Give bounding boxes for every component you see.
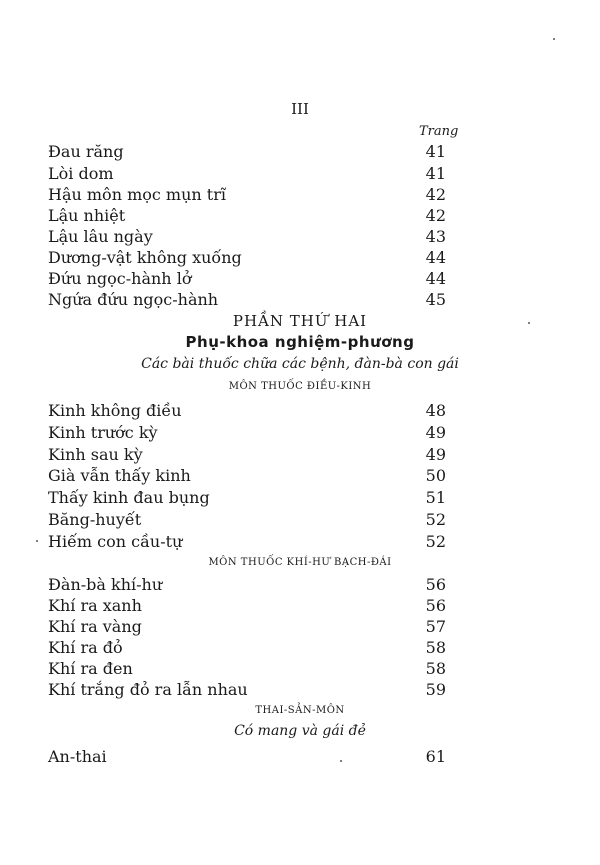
toc-entry-title: Hiếm con cầu-tự [48,532,183,551]
toc-entry-title: Khí ra đen [48,659,133,678]
toc-entry-page: 56 [425,575,446,594]
part-heading: PHẦN THỨ HAI [232,312,368,330]
toc-entry-page: 49 [425,423,446,442]
toc-entry-page: 41 [425,142,446,161]
toc-entry-title: Thấy kinh đau bụng [48,488,210,507]
toc-entry-title: Khí ra vàng [48,617,142,636]
column-label-page: Trang [419,124,459,139]
toc-entry-page: 42 [425,206,446,225]
part-title: Phụ-khoa nghiệm-phương [185,333,415,351]
toc-entry-title: Kinh trước kỳ [48,423,158,442]
toc-entry-title: Dương-vật không xuống [48,248,242,267]
toc-entry-title: Khí trắng đỏ ra lẫn nhau [48,680,248,699]
ink-speck [553,38,555,40]
toc-entry-title: An-thai [48,747,107,766]
ink-speck [340,760,342,762]
toc-entry-page: 52 [425,510,446,529]
toc-entry-title: Đàn-bà khí-hư [48,575,163,594]
toc-entry-page: 42 [425,185,446,204]
toc-entry-title: Hậu môn mọc mụn trĩ [48,185,226,204]
toc-entry-title: Lòi dom [48,164,114,183]
toc-entry-page: 61 [425,747,446,766]
toc-entry-page: 59 [425,680,446,699]
toc-entry-title: Lậu lâu ngày [48,227,153,246]
toc-entry-page: 58 [425,659,446,678]
toc-entry-title: Kinh không điều [48,401,182,420]
toc-entry-title: Lậu nhiệt [48,206,126,225]
toc-entry-title: Già vẫn thấy kinh [48,466,191,485]
page-number: III [291,100,309,118]
toc-entry-title: Kinh sau kỳ [48,445,143,464]
toc-entry-page: 50 [425,466,446,485]
toc-entry-title: Ngứa đứu ngọc-hành [48,290,219,309]
toc-entry-page: 45 [425,290,446,309]
ink-speck [36,540,38,542]
toc-entry-page: 48 [425,401,446,420]
toc-entry-page: 43 [425,227,446,246]
section-heading: THAI-SẢN-MÔN [255,705,345,716]
toc-entry-title: Khí ra xanh [48,596,142,615]
toc-entry-title: Đau răng [48,142,124,161]
toc-entry-page: 49 [425,445,446,464]
section-subheading: Có mang và gái đẻ [234,723,366,739]
toc-entry-page: 41 [425,164,446,183]
toc-entry-page: 51 [425,488,446,507]
ink-speck [528,322,530,324]
toc-entry-page: 44 [425,269,446,288]
section-heading: MÔN THUỐC KHÍ-HƯ BẠCH-ĐÁI [208,557,392,568]
toc-entry-title: Đứu ngọc-hành lở [48,269,192,288]
part-subtitle: Các bài thuốc chữa các bệnh, đàn-bà con gái [141,356,459,372]
toc-entry-page: 52 [425,532,446,551]
toc-entry-page: 56 [425,596,446,615]
toc-entry-title: Băng-huyết [48,510,142,529]
toc-entry-page: 44 [425,248,446,267]
section-heading: MÔN THUỐC ĐIỀU-KINH [228,381,372,392]
toc-entry-title: Khí ra đỏ [48,638,123,657]
toc-entry-page: 58 [425,638,446,657]
toc-entry-page: 57 [425,617,446,636]
